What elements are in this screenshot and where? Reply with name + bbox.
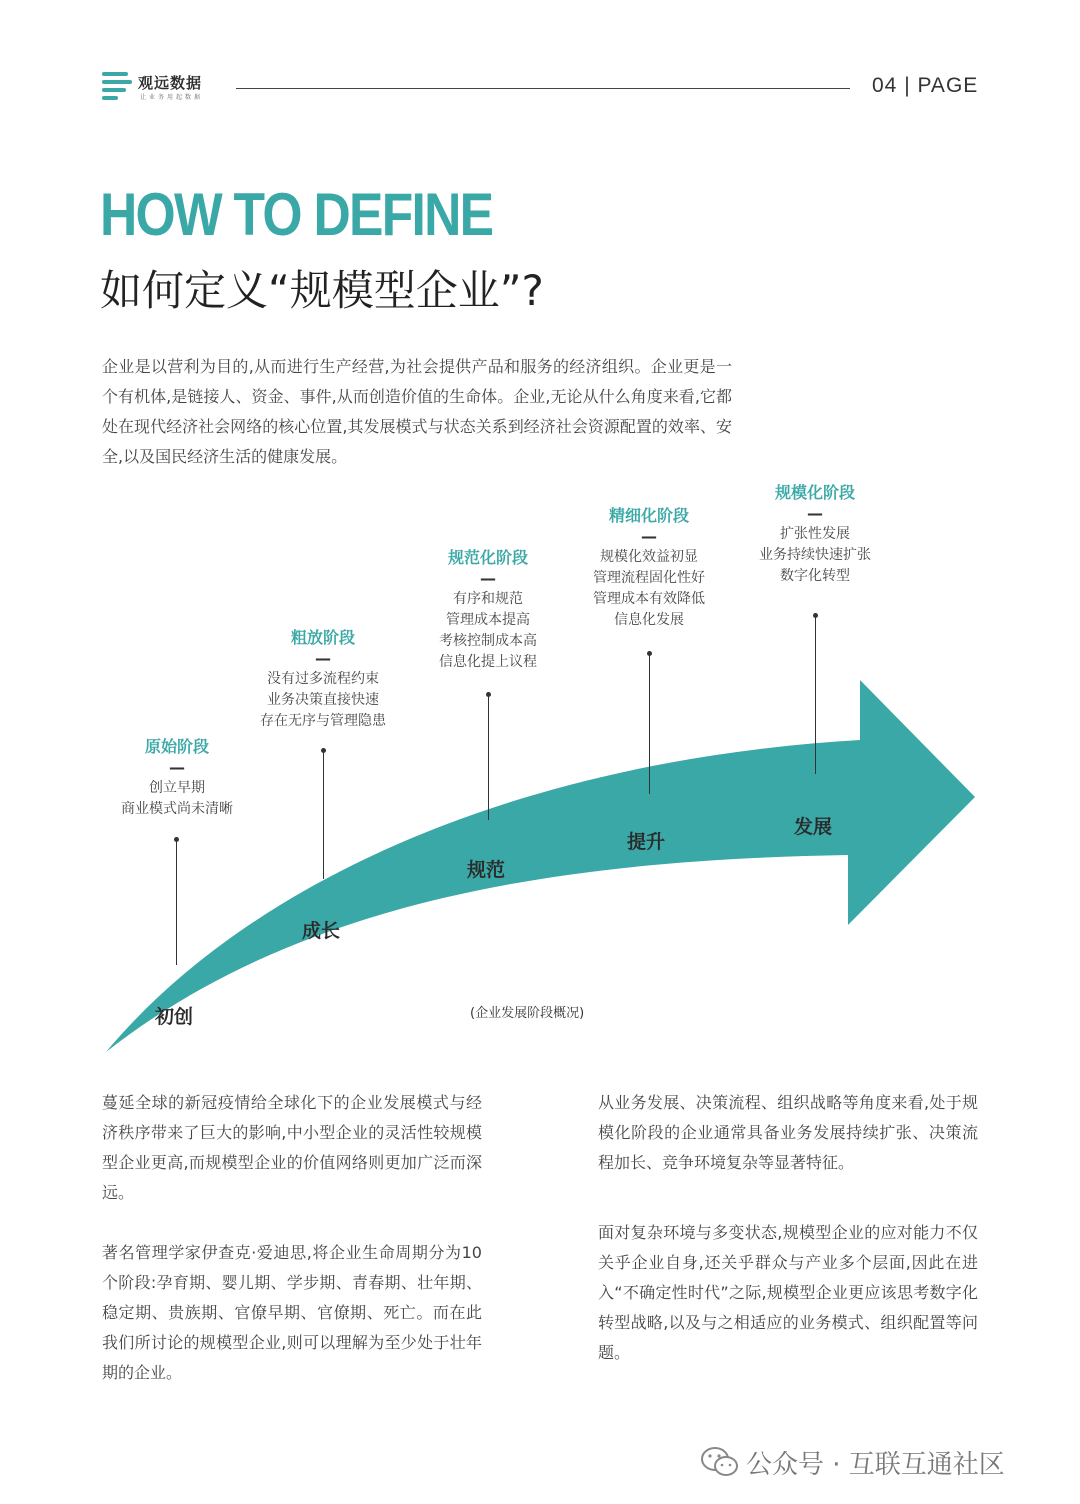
stage-line: 有序和规范 — [453, 591, 523, 607]
stage-connector-4 — [815, 616, 816, 774]
stage-title: 粗放阶段 — [290, 628, 355, 647]
stage-line: 管理成本有效降低 — [593, 591, 705, 607]
arrow-label-0: 初创 — [155, 1006, 194, 1028]
stage-dash: — — [480, 569, 496, 588]
arrow-label-2: 规范 — [467, 859, 506, 881]
stage-title: 规模化阶段 — [774, 483, 855, 502]
stage-line: 创立早期 — [149, 780, 205, 796]
stage-connector-1 — [323, 751, 324, 879]
footer-text: 公众号 · 互联互通社区 — [746, 1450, 1005, 1480]
stage-block-4 — [725, 482, 905, 587]
stage-connector-3 — [649, 654, 650, 794]
stage-line: 业务决策直接快速 — [267, 692, 379, 708]
stage-line: 信息化提上议程 — [439, 654, 537, 670]
stage-line: 商业模式尚未清晰 — [121, 801, 233, 817]
stage-block-2 — [398, 547, 578, 673]
right-paragraph-2: 面对复杂环境与多变状态,规模型企业的应对能力不仅关乎企业自身,还关乎群众与产业多个层面,因此在进入“不确定性时代”之际,规模型企业更应该思考数字化转型战略,以及与之相适应的业务模式、组织配置等问题。 — [598, 1223, 978, 1362]
stage-connector-0 — [176, 840, 177, 965]
intro-paragraph: 企业是以营利为目的,从而进行生产经营,为社会提供产品和服务的经济组织。企业更是一个有机体,是链接人、资金、事件,从而创造价值的生命体。企业,无论从什么角度来看,它都处在现代经济社会网络的核心位置,其发展模式与状态关系到经济社会资源配置的效率、安全,以及国民经济生活的健康发展。 — [102, 357, 732, 466]
right-paragraph-1: 从业务发展、决策流程、组织战略等角度来看,处于规模化阶段的企业通常具备业务发展持续扩张、决策流程加长、竞争环境复杂等显著特征。 — [598, 1093, 978, 1172]
stage-line: 扩张性发展 — [780, 526, 850, 542]
left-paragraph-2: 著名管理学家伊查克·爱迪思,将企业生命周期分为10个阶段:孕育期、婴儿期、学步期、青春期、壮年期、稳定期、贵族期、官僚早期、官僚期、死亡。而在此我们所讨论的规模型企业,则可以理解为至少处于壮年期的企业。 — [102, 1243, 482, 1382]
right-column — [598, 1088, 978, 1398]
stage-line: 考核控制成本高 — [439, 633, 537, 649]
stage-title: 精细化阶段 — [608, 506, 689, 525]
stage-dash: — — [807, 504, 823, 523]
stage-block-0 — [87, 736, 267, 820]
stage-block-1 — [233, 627, 413, 732]
stage-dash: — — [315, 649, 331, 668]
stage-dash: — — [641, 527, 657, 546]
stage-line: 存在无序与管理隐患 — [260, 713, 386, 729]
wechat-icon — [700, 1446, 740, 1478]
stage-line: 数字化转型 — [780, 568, 850, 584]
arrow-label-1: 成长 — [302, 920, 341, 942]
left-column — [102, 1088, 482, 1418]
stage-line: 没有过多流程约束 — [267, 671, 379, 687]
brand-tagline: 让业务用起数据 — [140, 94, 204, 101]
stage-line: 管理流程固化性好 — [593, 570, 705, 586]
stage-line: 管理成本提高 — [446, 612, 530, 628]
stage-line: 信息化发展 — [614, 612, 684, 628]
stage-line: 规模化效益初显 — [600, 549, 698, 565]
left-paragraph-1: 蔓延全球的新冠疫情给全球化下的企业发展模式与经济秩序带来了巨大的影响,中小型企业的灵活性较规模型企业更高,而规模型企业的价值网络则更加广泛而深远。 — [102, 1093, 482, 1202]
stage-dash: — — [169, 758, 185, 777]
arrow-label-4: 发展 — [794, 816, 833, 838]
stage-block-3 — [559, 505, 739, 631]
title-chinese: 如何定义“规模型企业”? — [100, 266, 544, 315]
arrow-label-3: 提升 — [627, 831, 666, 853]
footer-watermark — [700, 1444, 1050, 1480]
stage-title: 原始阶段 — [144, 737, 209, 756]
page-number: 04 | PAGE — [872, 74, 979, 97]
brand-name: 观远数据 — [138, 74, 203, 92]
title-english: HOW TO DEFINE — [100, 181, 493, 248]
stage-line: 业务持续快速扩张 — [759, 547, 871, 563]
diagram-caption: (企业发展阶段概况) — [470, 1006, 585, 1021]
stage-connector-2 — [488, 695, 489, 820]
stage-title: 规范化阶段 — [447, 548, 528, 567]
